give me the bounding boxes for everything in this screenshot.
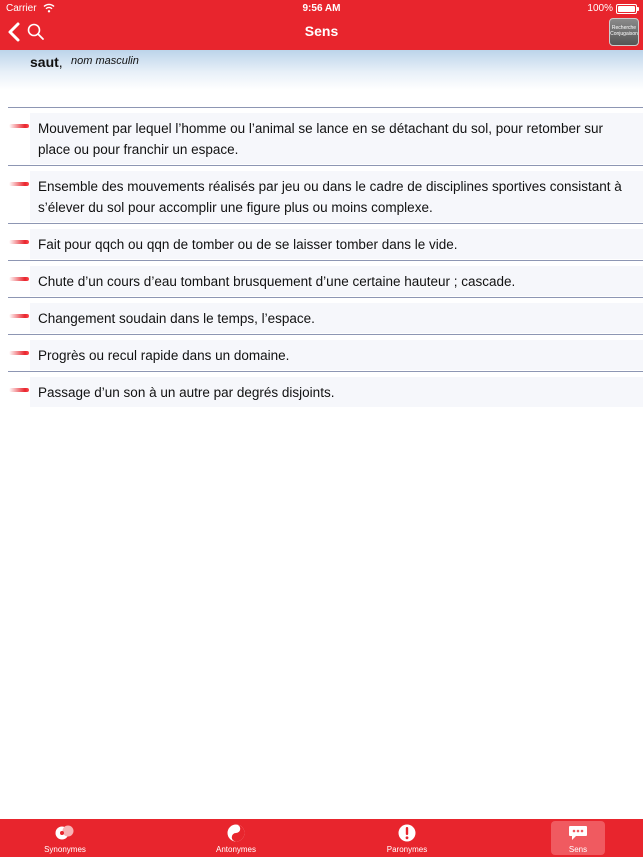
status-bar <box>0 0 643 18</box>
bullet-icon <box>9 240 29 244</box>
definition-item[interactable] <box>0 165 643 223</box>
page-title: Sens <box>304 23 339 39</box>
definition-divider <box>8 107 643 108</box>
word-header <box>0 50 643 90</box>
definition-text: Progrès ou recul rapide dans un domaine. <box>30 340 643 370</box>
definition-item[interactable] <box>0 260 643 297</box>
app-logo[interactable]: Recherche Conjugaison <box>609 18 639 46</box>
battery-percent: 100% <box>587 3 613 14</box>
carrier-label: Carrier <box>6 3 37 14</box>
definition-item[interactable] <box>0 371 643 408</box>
definition-item[interactable] <box>0 297 643 334</box>
definition-divider <box>8 223 643 224</box>
tab-sens-label: Sens <box>568 845 588 854</box>
definition-divider <box>8 334 643 335</box>
top-bar <box>0 0 643 50</box>
definition-text: Fait pour qqch ou qqn de tomber ou de se laisser tomber dans le vide. <box>30 229 643 259</box>
definition-item[interactable] <box>0 223 643 260</box>
synonymes-icon <box>54 823 76 843</box>
tab-antonymes[interactable] <box>209 821 263 855</box>
speech-bubble-icon <box>567 823 589 843</box>
entry-word-text: saut <box>30 54 59 70</box>
bullet-icon <box>9 182 29 186</box>
tab-bar <box>0 819 643 857</box>
definition-divider <box>8 165 643 166</box>
exclamation-icon <box>396 823 418 843</box>
definition-text: Ensemble des mouvements réalisés par jeu ou dans le cadre de disciplines sportives consistant à s’élever du sol pour accomplir une figure plus ou moins complexe. <box>30 171 643 222</box>
entry-comma: , <box>58 54 63 70</box>
definition-divider <box>8 260 643 261</box>
status-time: 9:56 AM <box>302 3 341 14</box>
bullet-icon <box>9 388 29 392</box>
definition-divider <box>8 297 643 298</box>
definition-text: Passage d’un son à un autre par degrés disjoints. <box>30 377 643 407</box>
definition-text: Chute d’un cours d’eau tombant brusquement d’une certaine hauteur ; cascade. <box>30 266 643 296</box>
definition-list <box>0 107 643 408</box>
definition-gap <box>0 407 643 408</box>
tab-synonymes-label: Synonymes <box>44 845 86 854</box>
definition-divider <box>8 371 643 372</box>
bullet-icon <box>9 124 29 128</box>
bullet-icon <box>9 314 29 318</box>
definition-text: Changement soudain dans le temps, l’espace. <box>30 303 643 333</box>
entry-word <box>30 54 63 70</box>
bullet-icon <box>9 351 29 355</box>
tab-synonymes[interactable] <box>38 821 92 855</box>
tab-paronymes-label: Paronymes <box>386 845 428 854</box>
entry-type: nom masculin <box>71 55 139 67</box>
definition-item[interactable] <box>0 334 643 371</box>
tab-sens[interactable] <box>551 821 605 855</box>
tab-paronymes[interactable] <box>380 821 434 855</box>
tab-antonymes-label: Antonymes <box>215 845 257 854</box>
definition-text: Mouvement par lequel l’homme ou l’animal se lance en se détachant du sol, pour retomber sur place ou pour franchir un espace. <box>30 113 643 164</box>
yin-yang-icon <box>225 823 247 843</box>
bullet-icon <box>9 277 29 281</box>
battery-icon <box>616 4 637 14</box>
definition-item[interactable] <box>0 107 643 165</box>
